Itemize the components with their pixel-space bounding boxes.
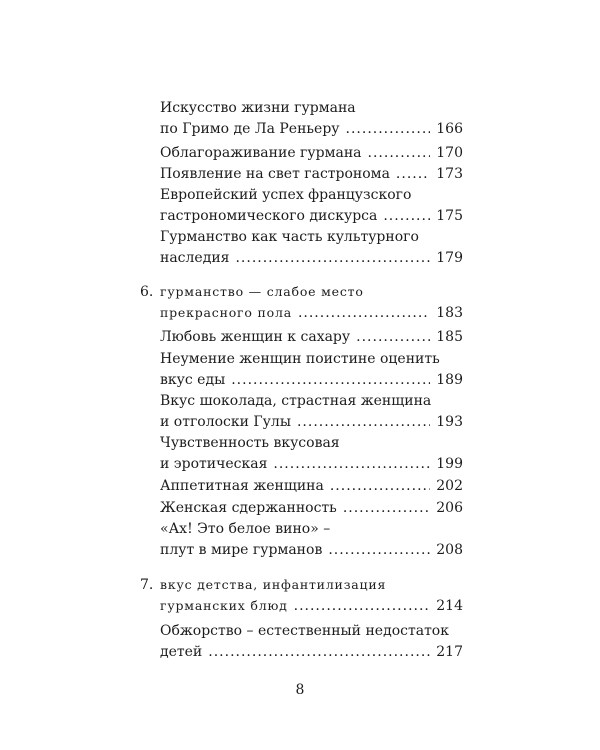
toc-entry-line: Вкус шоколада, страстная женщина — [160, 393, 432, 409]
toc-page-number: 206 — [436, 500, 463, 516]
toc-page-number: 173 — [436, 166, 463, 182]
toc-entry — [160, 478, 463, 494]
toc-page-number: 189 — [436, 372, 463, 388]
leader-dots — [343, 500, 430, 516]
toc-entry-line: Искусство жизни гурмана — [160, 100, 356, 116]
toc-entry — [160, 208, 463, 224]
chapter-title-line: вкус детства, инфантилизация — [160, 577, 387, 592]
toc-page-number: 217 — [436, 644, 463, 660]
toc-entry — [160, 542, 463, 558]
toc-page-number: 199 — [436, 456, 463, 472]
leader-dots — [294, 598, 431, 614]
leader-dots — [328, 542, 430, 558]
leader-dots — [297, 414, 430, 430]
toc-entry-title: по Гримо де Ла Реньеру — [160, 121, 340, 137]
toc-page-number: 185 — [436, 329, 463, 345]
toc-entry-title: вкус еды — [160, 372, 226, 388]
toc-page-number: 166 — [436, 121, 463, 137]
toc-entry-line: Европейский успех французского — [160, 187, 412, 203]
toc-entry — [160, 250, 463, 266]
toc-entry — [160, 145, 463, 161]
chapter-title: гурманских блюд — [160, 598, 288, 613]
leader-dots — [368, 145, 431, 161]
chapter-number: 6. — [140, 284, 154, 300]
chapter-title: прекрасного пола — [160, 305, 292, 320]
toc-entry-title: Любовь женщин к сахару — [160, 329, 351, 345]
toc-entry-line: «Ах! Это белое вино» – — [160, 521, 331, 537]
toc-page-number: 193 — [436, 414, 463, 430]
toc-entry-title: наследия — [160, 250, 230, 266]
leader-dots — [208, 644, 430, 660]
toc-entry-title: и эротическая — [160, 456, 268, 472]
toc-entry-title: плут в мире гурманов — [160, 542, 323, 558]
toc-entry — [160, 372, 463, 388]
leader-dots — [330, 478, 430, 494]
toc-page-number: 175 — [436, 208, 463, 224]
toc-entry-title: и отголоски Гулы — [160, 414, 291, 430]
page-number: 8 — [295, 682, 305, 698]
toc-entry — [160, 414, 463, 430]
toc-page-number: 202 — [436, 478, 463, 494]
leader-dots — [356, 329, 430, 345]
toc-entry-title: Аппетитная женщина — [160, 478, 324, 494]
toc-entry-line: Неумение женщин поистине оценить — [160, 351, 440, 367]
toc-entry-line: Чувственность вкусовая — [160, 435, 340, 451]
toc-entry — [160, 329, 463, 345]
toc-page-number: 208 — [436, 542, 463, 558]
toc-entry — [160, 166, 463, 182]
leader-dots — [383, 208, 430, 224]
leader-dots — [273, 456, 430, 472]
toc-entry — [160, 644, 463, 660]
toc-entry-title: детей — [160, 644, 203, 660]
leader-dots — [231, 372, 430, 388]
leader-dots — [396, 166, 430, 182]
leader-dots — [235, 250, 430, 266]
toc-entry-line: Гурманство как часть культурного — [160, 229, 419, 245]
toc-page-number: 183 — [436, 305, 463, 321]
leader-dots — [346, 121, 431, 137]
chapter-entry — [160, 598, 463, 614]
toc-page-number: 214 — [436, 598, 463, 614]
chapter-entry — [160, 305, 463, 321]
toc-entry — [160, 500, 463, 516]
toc-entry-title: Облагораживание гурмана — [160, 145, 362, 161]
leader-dots — [298, 305, 430, 321]
chapter-title-line: гурманство — слабое место — [160, 284, 364, 299]
toc-entry-title: Появление на свет гастронома — [160, 166, 390, 182]
chapter-number: 7. — [140, 577, 154, 593]
toc-entry-title: Женская сдержанность — [160, 500, 337, 516]
toc-entry-title: гастрономического дискурса — [160, 208, 378, 224]
toc-page-number: 179 — [436, 250, 463, 266]
toc-entry-line: Обжорство – естественный недостаток — [160, 623, 449, 639]
toc-page-number: 170 — [436, 145, 463, 161]
toc-entry — [160, 121, 463, 137]
toc-entry — [160, 456, 463, 472]
